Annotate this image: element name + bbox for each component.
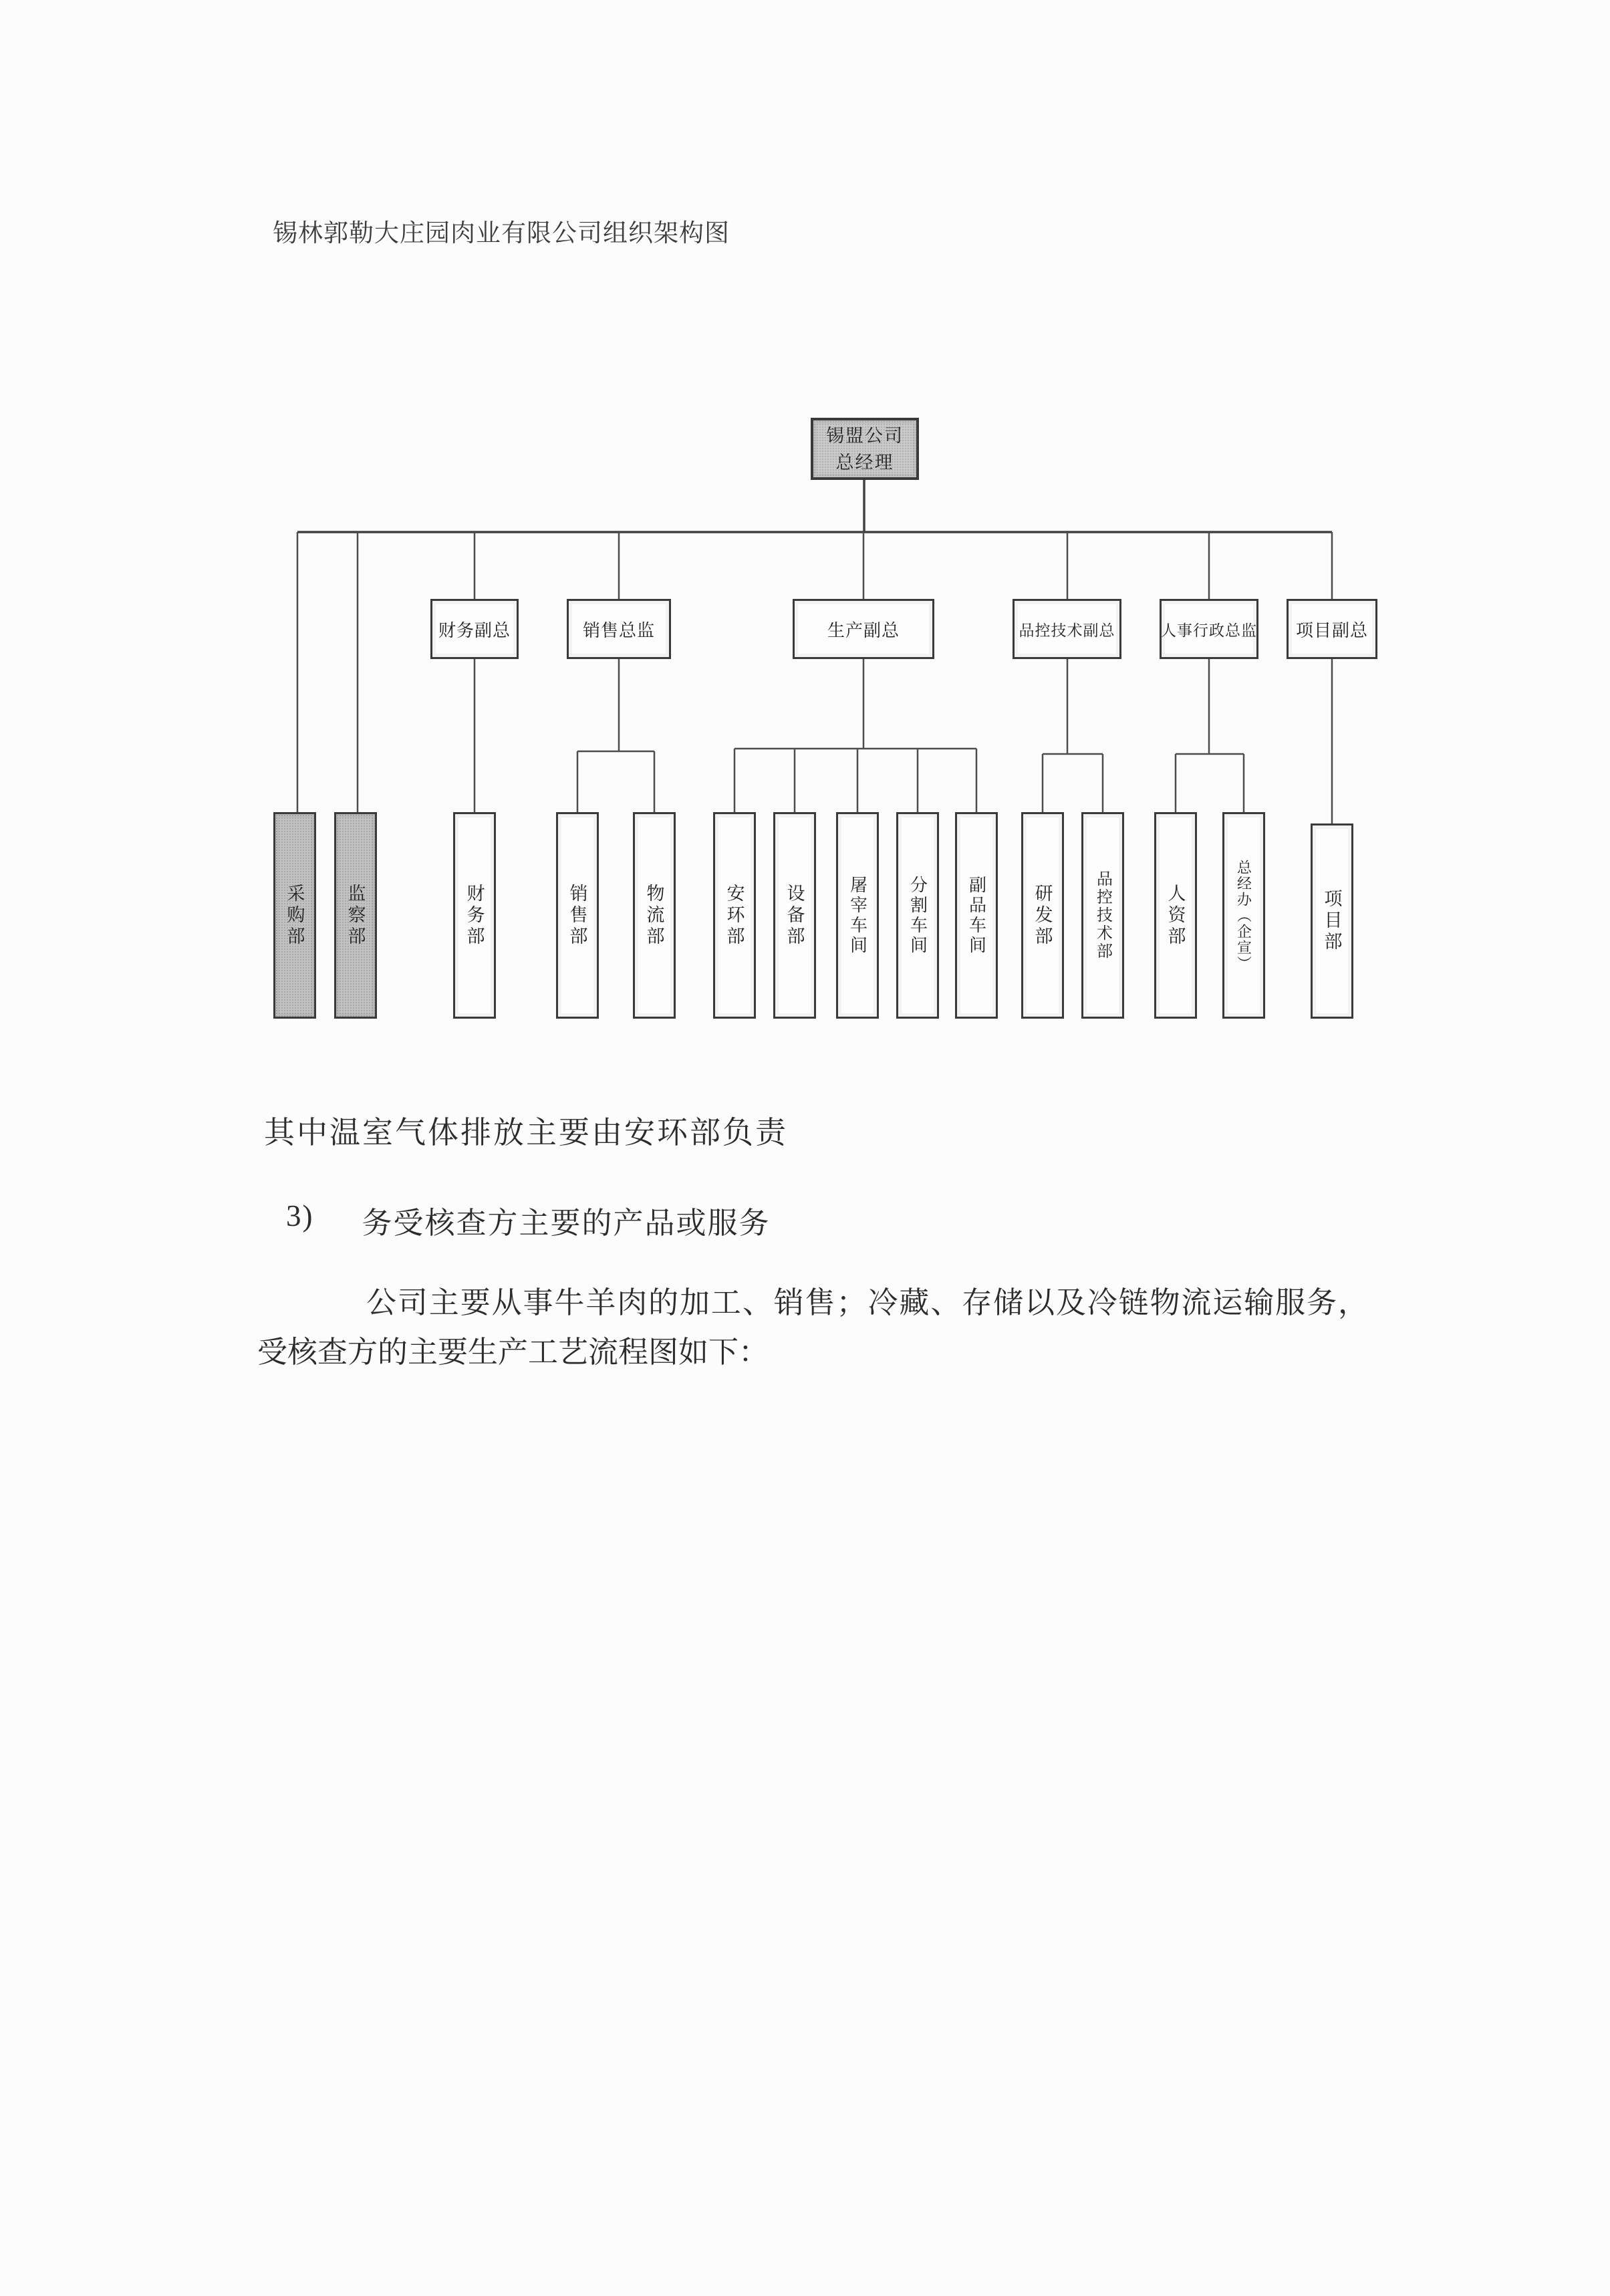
dept-label: 人资部	[1165, 883, 1186, 948]
dept-box-project	[1311, 823, 1353, 1019]
body-paragraph	[257, 1278, 1368, 1377]
dept-box-cutting-workshop	[896, 812, 939, 1019]
dept-label: 总经办（企宣）	[1235, 859, 1252, 972]
dept-box-supervision	[334, 812, 377, 1019]
dept-label: 销售部	[567, 883, 587, 948]
dept-label: 屠宰车间	[847, 875, 867, 956]
paragraph-line-2: 受核查方的主要生产工艺流程图如下：	[257, 1335, 769, 1369]
root-box-label: 锡盟公司 总经理	[826, 425, 904, 473]
dept-label: 研发部	[1032, 883, 1053, 948]
dept-label: 安环部	[724, 883, 745, 948]
dept-label: 物流部	[644, 883, 664, 948]
root-box-general-manager	[811, 418, 919, 480]
dept-box-rnd	[1021, 812, 1064, 1019]
list-item-text: 务受核查方主要的产品或服务	[362, 1206, 771, 1240]
dept-box-gm-office	[1222, 812, 1265, 1019]
dept-label: 分割车间	[908, 875, 928, 956]
dept-box-hr	[1154, 812, 1197, 1019]
list-item-number: 3)	[286, 1199, 314, 1233]
dept-box-finance	[453, 812, 496, 1019]
dept-box-slaughter-workshop	[836, 812, 879, 1019]
dept-label: 财务部	[464, 883, 485, 948]
dept-label: 监察部	[345, 883, 366, 948]
list-item-3	[286, 1198, 771, 1242]
paragraph-line-1: 公司主要从事牛羊肉的加工、销售；冷藏、存储以及冷链物流运输服务，	[366, 1286, 1368, 1319]
dept-box-logistics	[633, 812, 676, 1019]
dept-label: 副品车间	[966, 875, 986, 956]
exec-box-finance-vp: 财务副总	[430, 599, 519, 659]
dept-box-procurement	[273, 812, 316, 1019]
page-title: 锡林郭勒大庄园肉业有限公司组织架构图	[273, 220, 730, 247]
dept-box-equipment	[773, 812, 816, 1019]
dept-label: 采购部	[284, 883, 305, 948]
dept-label: 设备部	[784, 883, 805, 948]
dept-label: 品控技术部	[1093, 870, 1111, 961]
exec-box-hr-admin-director: 人事行政总监	[1160, 599, 1258, 659]
greenhouse-gas-note: 其中温室气体排放主要由安环部负责	[264, 1116, 788, 1150]
dept-box-safety-environment	[713, 812, 756, 1019]
dept-box-sales	[556, 812, 599, 1019]
dept-box-quality-tech	[1081, 812, 1124, 1019]
exec-box-project-vp: 项目副总	[1287, 599, 1377, 659]
exec-box-production-vp: 生产副总	[793, 599, 934, 659]
dept-box-byproduct-workshop	[955, 812, 998, 1019]
dept-label: 项目部	[1321, 889, 1342, 953]
exec-box-sales-director: 销售总监	[567, 599, 671, 659]
exec-box-quality-tech-vp: 品控技术副总	[1013, 599, 1121, 659]
